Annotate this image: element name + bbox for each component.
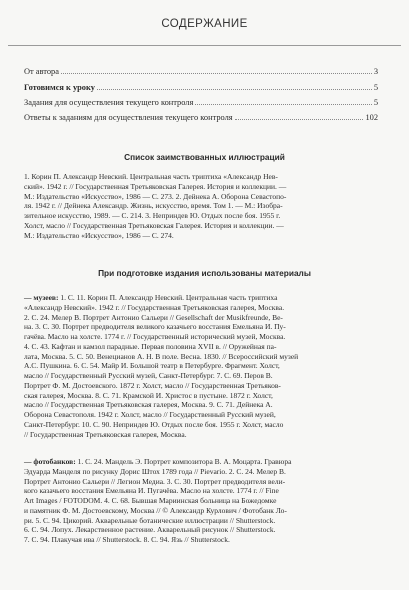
photobanks-lead: — фотобанков: — [24, 457, 76, 466]
dot-leader — [235, 119, 364, 120]
text-line: ри. 5. С. 94. Цикорий. Акварельные ботанические иллюстрации // Shutterstock. — [24, 515, 276, 525]
materials-heading: При подготовке издания использованы материалы — [98, 268, 311, 278]
text-line: М.: Издательство «Искусство», 1986 — С. 273. 2. Дейнека А. Оборона Севастопо- — [24, 191, 287, 201]
text-line: Портрет Ф. М. Достоевского. 1872 г. Холст, масло // Государственная Третьяков- — [24, 380, 281, 390]
text-line: ля. 1942 г. // Дейнека Александр. Жизнь, искусство, время. Том 1. — М.: Изобра- — [24, 201, 283, 211]
text-line: Портрет Антонио Сальери // Легион Медиа. 3. С. 30. Портрет предводителя вели- — [24, 476, 286, 486]
toc-entry[interactable]: Задания для осуществления текущего контроля 5 — [24, 97, 378, 107]
text-line: 1. Корин П. Александр Невский. Центральная часть триптиха «Александр Нев- — [24, 172, 278, 181]
text-line: 2. С. 24. Мелер В. Портрет Антонио Сальери // Gesellschaft der Musikfreunde, Ве- — [24, 312, 283, 322]
text-line: А.С. Пушкина. 6. С. 54. Майр И. Большой театр в Петербурге. Фрагмент. Холст, — [24, 361, 280, 371]
text-line: лата, Москва. 5. С. 50. Венецианов А. Н. В поле. Весна. 1830. // Всероссийский музей — [24, 351, 299, 361]
museums-credits — [24, 293, 380, 439]
text-line: — фотобанков: 1. С. 24. Мандель Э. Портрет композитора В. А. Моцарта. Гравюра — [24, 457, 292, 466]
illustrations-list — [24, 172, 380, 240]
text-line: Art Images / FOTODOM. 4. С. 68. Бывшая Мариинская больница на Божедомке — [24, 496, 277, 505]
text-line: «Александр Невский». 1942 г. // Государственная Третьяковская галерея, Москва. — [24, 302, 285, 312]
text-line: 6. С. 94. Лопух. Лекарственное растение. Акварельный рисунок // Shutterstock. — [24, 525, 276, 535]
table-of-contents — [24, 61, 378, 122]
text-line: кого казачьего восстания Емельяна И. Пугачёва. Масло на холсте. 1774 г. // Fine — [24, 486, 279, 496]
text-line: Оборона Севастополя. 1942 г. Холст, масло // Государственный Русский музей, — [24, 410, 276, 419]
text-line: на. 3. С. 30. Портрет предводителя великого казачьего восстания Емельяна И. Пу- — [24, 322, 286, 332]
toc-entry[interactable]: Готовимся к уроку 5 — [24, 82, 378, 92]
dot-leader — [61, 73, 372, 74]
text-line: // Государственная Третьяковская галерея, Москва. — [24, 429, 187, 439]
photobanks-credits — [24, 457, 380, 545]
illustrations-heading: Список заимствованных иллюстраций — [124, 152, 285, 162]
text-line: Холст, масло // Государственная Третьяковская Галерея. История и коллекции. — — [24, 220, 284, 230]
text-line: Эдуарда Манделя по рисунку Дорис Штох 1789 года // Pievario. 2. С. 24. Мелер В. — [24, 466, 286, 476]
text-line: 4. С. 43. Кафтан и камзол парадные. Первая половина XVII в. // Оружейная па- — [24, 341, 277, 351]
text-line: ский». 1942 г. // Государственная Третьяковская Галерея. История и коллекции. — — [24, 181, 287, 191]
text-line: М.: Издательство «Искусство», 1986 — С. 274. — [24, 230, 174, 240]
text-line: зительное искусство, 1989. — С. 214. 3. Неприндев Ю. Отдых после боя. 1955 г. — [24, 211, 281, 220]
text-line: масло // Государственный Русский музей, Санкт-Петербург. 7. С. 69. Перов В. — [24, 371, 273, 380]
dot-leader — [195, 104, 371, 105]
toc-entry[interactable]: От автора 3 — [24, 67, 378, 77]
text-line: 7. С. 94. Плакучая ива // Shutterstock. 8. С. 94. Язь // Shutterstock. — [24, 535, 230, 544]
text-line: гачёва. Масло на холсте. 1774 г. // Государственный исторический музей, Москва. — [24, 332, 286, 341]
text-line: масло // Государственная Третьяковская галерея, Москва. 9. С. 71. Дейнека А. — [24, 400, 273, 410]
museums-lead: — музеев: — [24, 293, 59, 302]
text-line: Санкт-Петербург. 10. С. 90. Неприндев Ю. Отдых после боя. 1955 г. Холст, масло — [24, 419, 284, 429]
text-line: ская галерея, Москва. 8. С. 71. Крамской И. Христос в пустыне. 1872 г. Холст, — [24, 390, 273, 400]
toc-entry[interactable]: Ответы к заданиям для осуществления текущего контроля 102 — [24, 113, 378, 123]
title-divider — [8, 45, 401, 46]
text-line: и памятник Ф. М. Достоевскому, Москва // © Александр Курлович / Фотобанк Ло- — [24, 505, 287, 515]
text-line: — музеев: 1. С. 11. Корин П. Александр Невский. Центральная часть триптиха — [24, 293, 278, 302]
dot-leader — [97, 89, 372, 90]
page-title: СОДЕРЖАНИЕ — [161, 18, 248, 30]
